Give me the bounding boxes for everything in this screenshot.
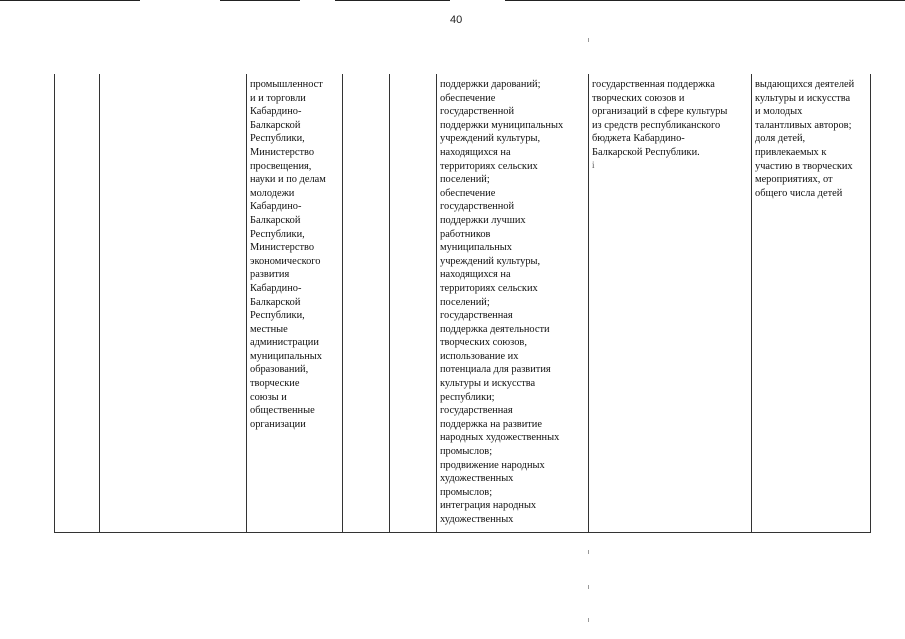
- scan-mark: i: [592, 159, 595, 170]
- scan-top-line-1: [0, 0, 140, 1]
- funding-text: государственная поддержка творческих союзов и организаций в сфере культуры из средств республиканского бюджета Кабардино- Балкарской Республики.: [592, 79, 728, 158]
- scan-speck: [588, 38, 589, 42]
- scan-top-line-2: [220, 0, 300, 1]
- table-cell-funding: [589, 74, 752, 532]
- table-cell-executors: [247, 74, 343, 532]
- table-cell-empty: [390, 74, 437, 532]
- scan-speck: [588, 618, 589, 622]
- scan-speck: [588, 585, 589, 589]
- document-table: [54, 74, 871, 533]
- scan-top-line-4: [505, 0, 905, 1]
- page-number: 40: [450, 14, 463, 26]
- measures-text: поддержки дарований; обеспечение государственной поддержки муниципальных учреждений культуры, находящихся на территориях сельских поселений; обеспечение государственной поддержки лучших работников муниципальных учреждений культуры, находящихся на территориях сельских поселений; государственная поддержка деятельности творческих союзов, использование их потенциала для развития культуры и искусства республики; государственная поддержка на развитие народных художественных промыслов; продвижение народных художественных промыслов; интеграция народных художественных: [440, 79, 564, 525]
- table-cell-empty: [55, 74, 100, 532]
- table-row: [55, 74, 871, 532]
- scan-speck: [588, 550, 589, 554]
- indicators-text: выдающихся деятелей культуры и искусства и молодых талантливых авторов; доля детей, привлекаемых к участию в творческих мероприятиях, от общего числа детей: [755, 79, 855, 199]
- table-cell-indicators: [752, 74, 871, 532]
- table-cell-empty: [100, 74, 247, 532]
- executors-text: промышленност и и торговли Кабардино- Балкарской Республики, Министерство просвещения, науки и по делам молодежи Кабардино- Балкарской Республики, Министерство экономического развития Кабардино- Балкарской Республики, местные администрации муниципальных образований, творческие союзы и общественные организации: [250, 79, 326, 430]
- table-cell-empty: [343, 74, 390, 532]
- scan-top-line-3: [335, 0, 450, 1]
- table-cell-measures: [437, 74, 589, 532]
